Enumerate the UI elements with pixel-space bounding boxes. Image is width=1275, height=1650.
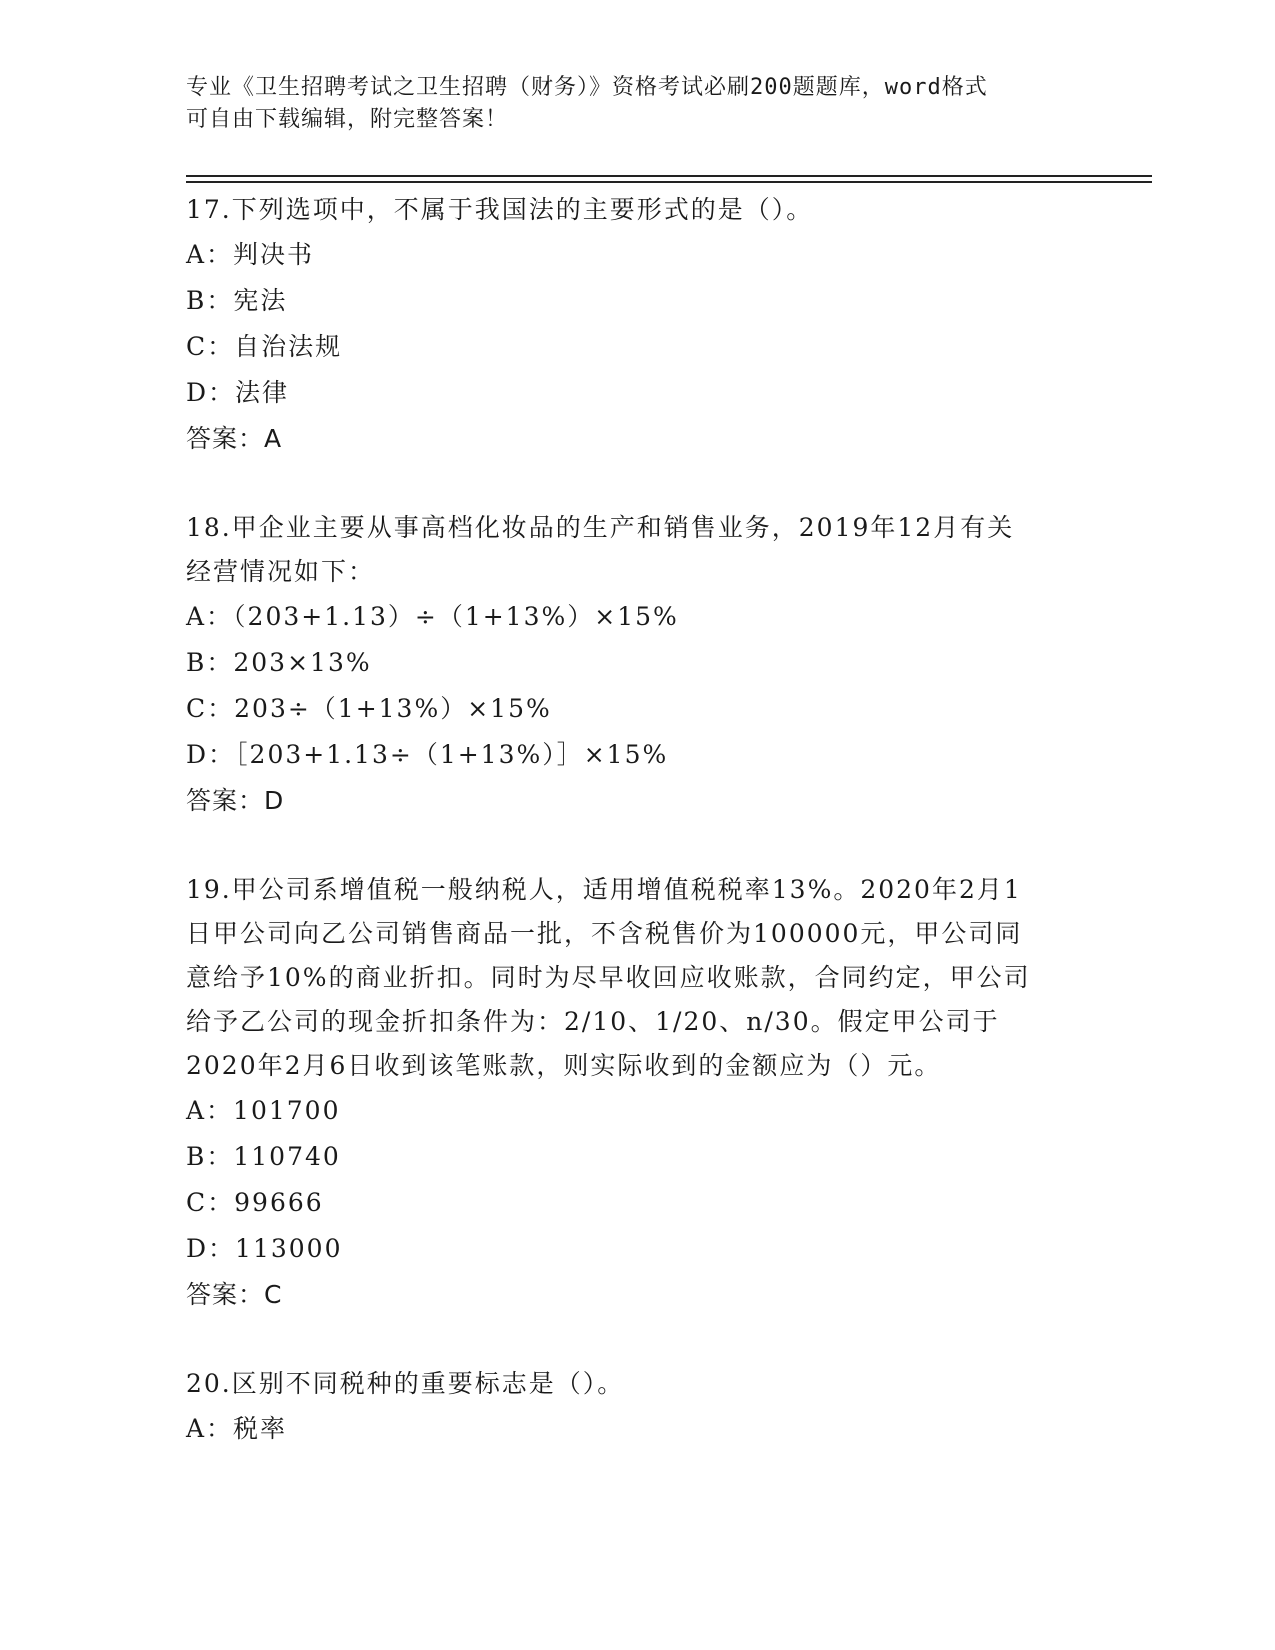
option-c: C：99666 [186, 1188, 324, 1217]
question-stem-cont: 意给予10%的商业折扣。同时为尽早收回应收账款，合同约定，甲公司 [186, 963, 1031, 992]
question-stem: 18.甲企业主要从事高档化妆品的生产和销售业务，2019年12月有关 [186, 513, 1015, 542]
answer: 答案：A [186, 424, 283, 453]
document-header [186, 72, 1066, 136]
option-b: B：宪法 [186, 286, 288, 315]
option-d: D：法律 [186, 378, 290, 407]
question-18 [186, 506, 1086, 824]
option-b: B：110740 [186, 1142, 341, 1171]
question-stem-cont: 日甲公司向乙公司销售商品一批，不含税售价为100000元，甲公司同 [186, 919, 1023, 948]
question-stem: 17.下列选项中，不属于我国法的主要形式的是（）。 [186, 195, 814, 224]
header-divider-bottom [186, 181, 1152, 183]
header-line-1: 专业《卫生招聘考试之卫生招聘（财务）》资格考试必刷200题题库，word格式 [186, 75, 988, 100]
question-stem-cont: 经营情况如下： [186, 557, 376, 586]
question-19 [186, 868, 1086, 1318]
question-17 [186, 188, 1086, 462]
question-20 [186, 1362, 1086, 1452]
question-stem-cont: 2020年2月6日收到该笔账款，则实际收到的金额应为（）元。 [186, 1051, 942, 1080]
question-stem: 19.甲公司系增值税一般纳税人，适用增值税税率13%。2020年2月1 [186, 875, 1022, 904]
option-a: A：101700 [186, 1096, 341, 1125]
option-d: D：［203+1.13÷（1+13%）］×15% [186, 740, 669, 769]
option-a: A：税率 [186, 1414, 288, 1443]
option-c: C：自治法规 [186, 332, 343, 361]
option-d: D：113000 [186, 1234, 343, 1263]
header-divider-top [186, 175, 1152, 177]
question-stem-cont: 给予乙公司的现金折扣条件为：2/10、1/20、n/30。假定甲公司于 [186, 1007, 1000, 1036]
option-c: C：203÷（1+13%）×15% [186, 694, 552, 723]
option-a: A：（203+1.13）÷（1+13%）×15% [186, 602, 679, 631]
option-b: B：203×13% [186, 648, 372, 677]
question-list [186, 188, 1086, 1452]
answer: 答案：D [186, 786, 285, 815]
answer: 答案：C [186, 1280, 283, 1309]
question-stem: 20.区别不同税种的重要标志是（）。 [186, 1369, 625, 1398]
option-a: A：判决书 [186, 240, 315, 269]
header-line-2: 可自由下载编辑，附完整答案！ [186, 107, 509, 132]
